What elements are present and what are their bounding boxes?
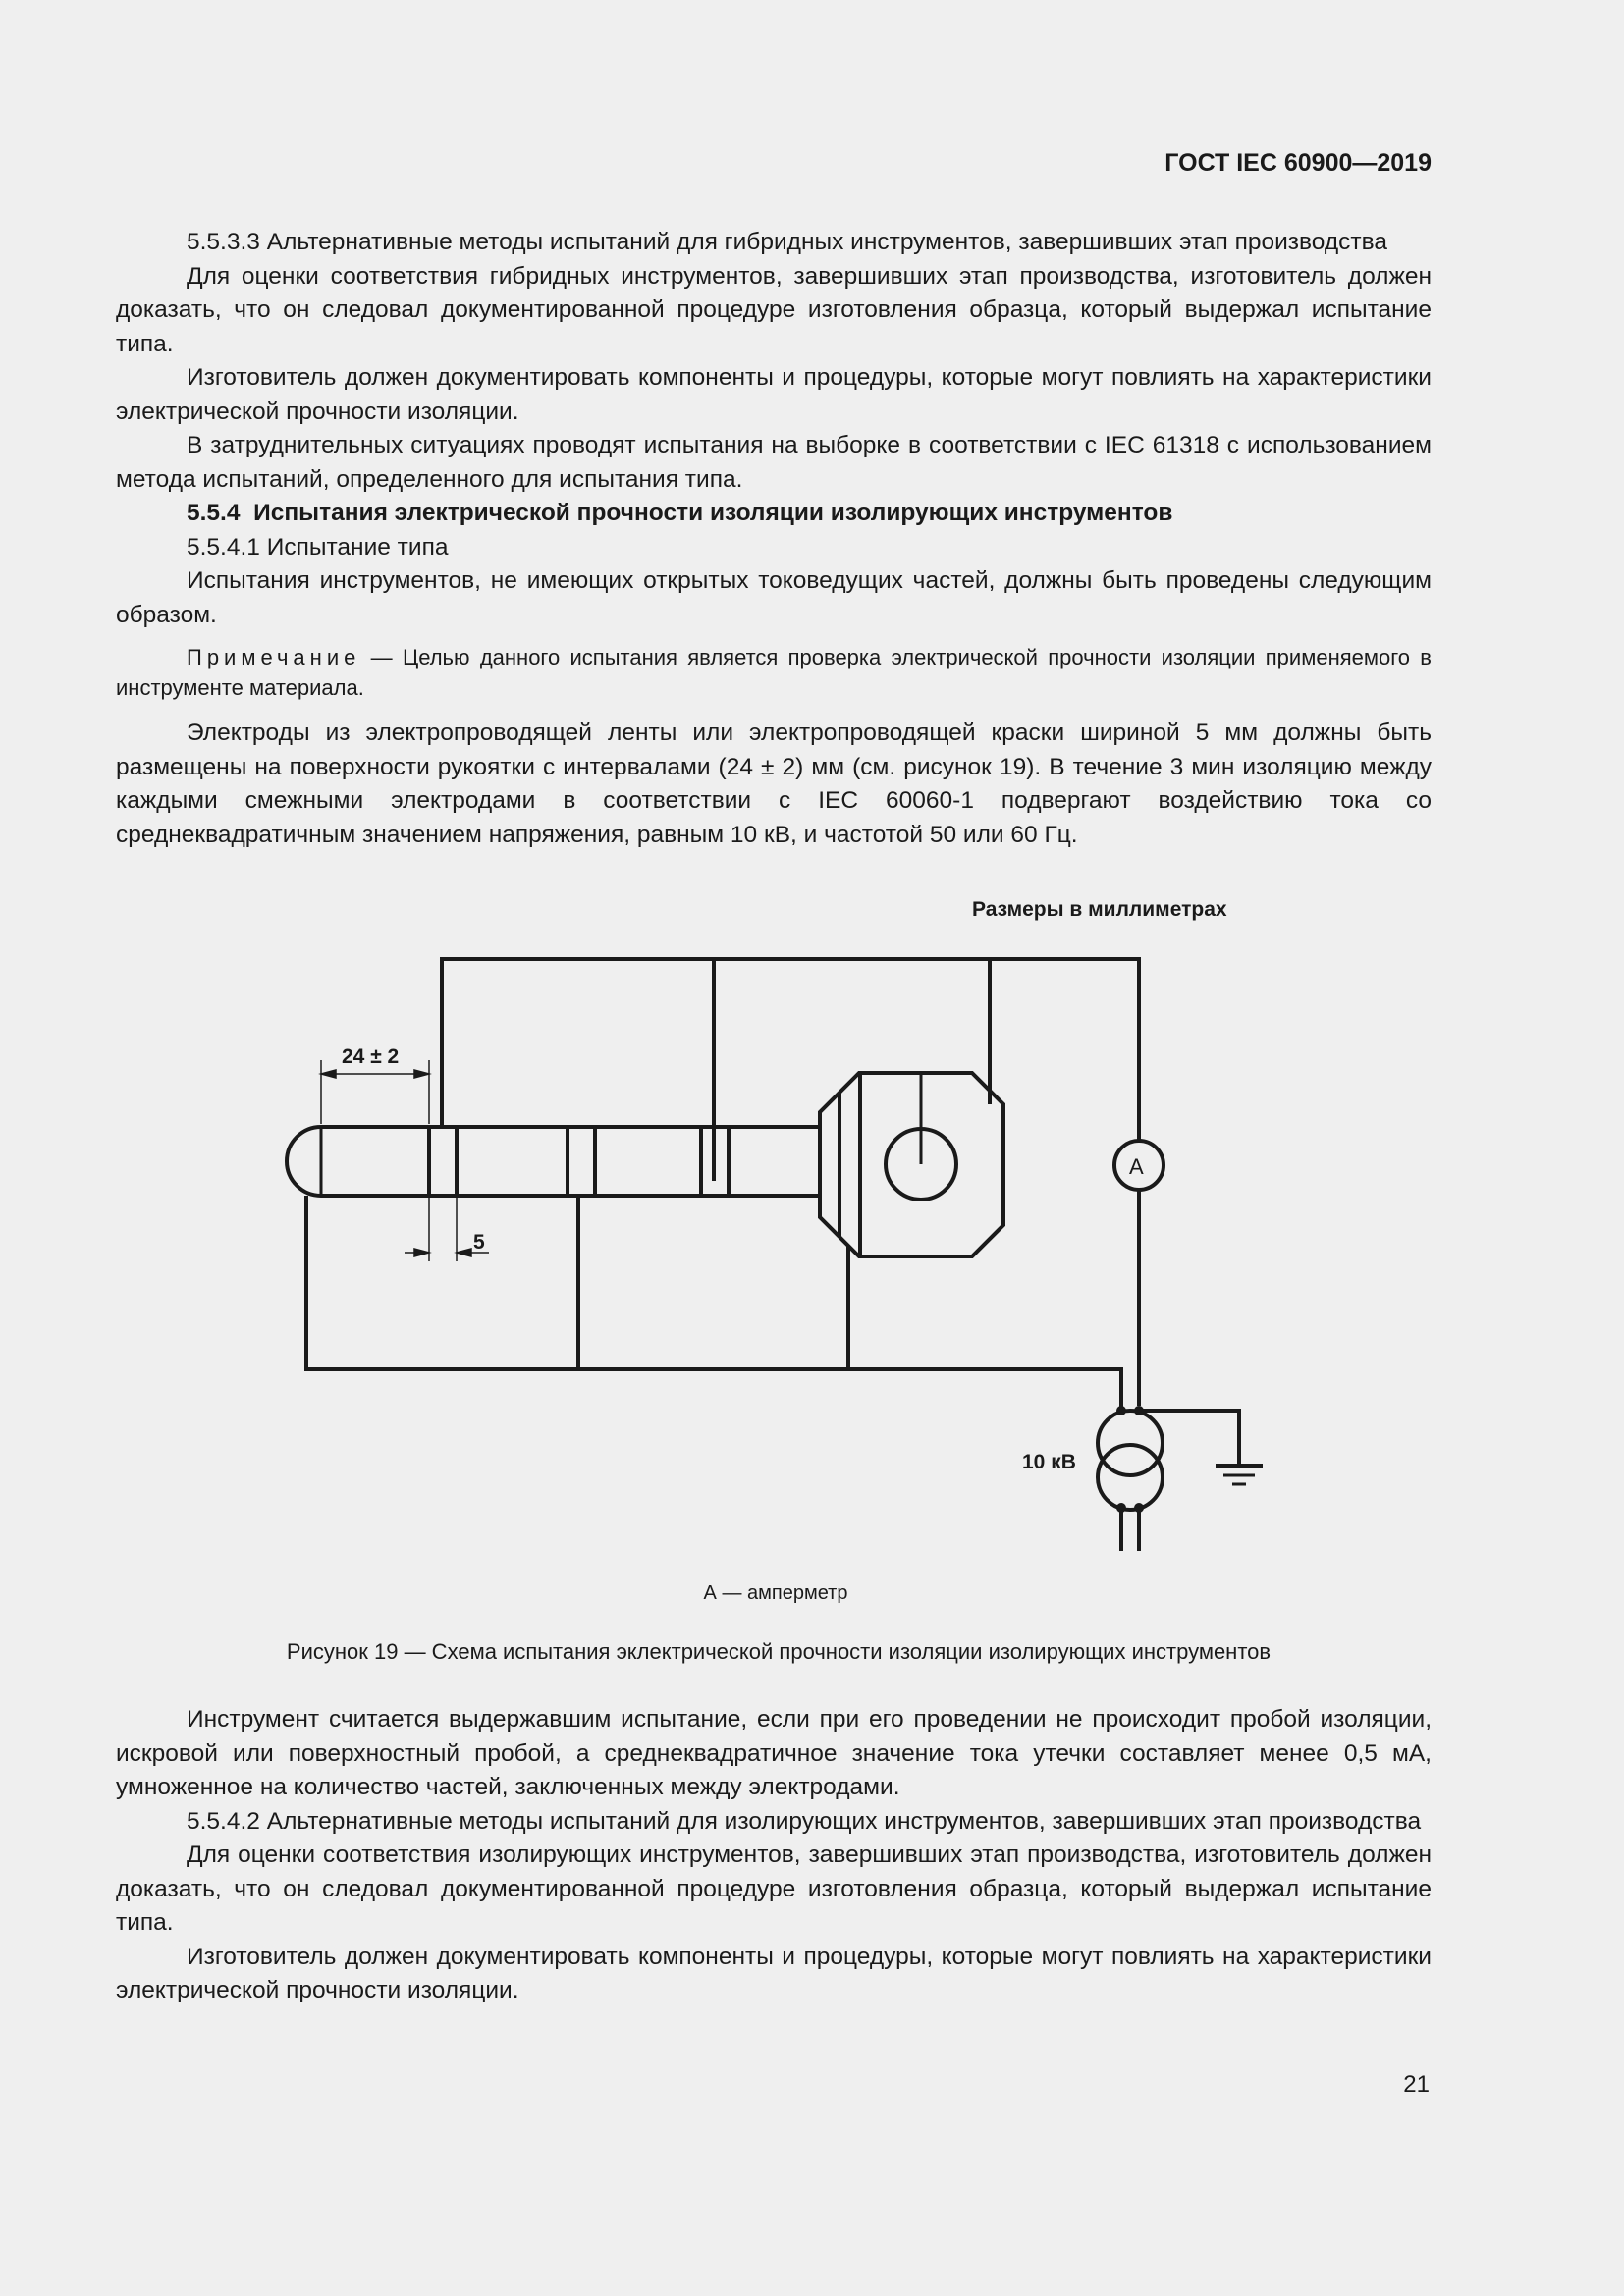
paragraph-manufacturer-document: Изготовитель должен документировать компоненты и процедуры, которые могут повлиять на характеристики электрической прочности изоляции. bbox=[116, 364, 1432, 425]
figure-caption: Рисунок 19 — Схема испытания эклектрической прочности изоляции изолирующих инструментов bbox=[286, 1639, 1272, 1664]
paragraph-manufacturer-document-2: Изготовитель должен документировать компоненты и процедуры, которые могут повлиять на характеристики электрической прочности изоляции. bbox=[116, 1943, 1432, 2003]
dimension-annotations bbox=[321, 1060, 489, 1261]
paragraph-test-passed: Инструмент считается выдержавшим испытание, если при его проведении не происходит пробой изоляции, искровой или поверхностный пробой, а среднеквадратичное значение тока утечки составляет менее 0,5 мА, умноженное на количество частей, заключенных между электродами. bbox=[116, 1706, 1432, 1800]
lower-text-block bbox=[116, 1703, 1432, 2008]
electrode-2 bbox=[568, 1127, 595, 1196]
transformer-symbol bbox=[1098, 1406, 1163, 1551]
paragraph-difficult-situations: В затруднительных ситуациях проводят испытания на выборке в соответствии с IEC 61318 с использованием метода испытаний, определенного для испытания типа. bbox=[116, 432, 1432, 493]
dimension-spacing-label: 24 ± 2 bbox=[342, 1045, 400, 1068]
ammeter-label: A bbox=[1129, 1154, 1144, 1179]
dimension-width-label: 5 bbox=[473, 1231, 485, 1254]
voltage-label: 10 кВ bbox=[1022, 1451, 1076, 1473]
paragraph-insulating-conformity: Для оценки соответствия изолирующих инструментов, завершивших этап производства, изготовитель должен доказать, что он следовал документированной процедуре изготовления образца, который выдержал испытание типа. bbox=[116, 1842, 1432, 1936]
top-wire bbox=[442, 959, 1139, 1127]
paragraph-electrodes: Электроды из электропроводящей ленты или электропроводящей краски шириной 5 мм должны быть размещены на поверхности рукоятки с интервалами (24 ± 2) мм (см. рисунок 19). В течение 3 мин изоляцию между каждыми смежными электродами в соответствии с IEC 60060-1 подвергают воздействию тока со среднеквадратичным значением напряжения, равным 10 кВ, и частотой 50 или 60 Гц. bbox=[116, 720, 1432, 848]
tool-head bbox=[820, 1073, 1003, 1256]
paragraph-type-test-intro: Испытания инструментов, не имеющих открытых токоведущих частей, должны быть проведены следующим образом. bbox=[116, 567, 1432, 628]
paragraph-5-5-3-3-title: 5.5.3.3 Альтернативные методы испытаний для гибридных инструментов, завершивших этап производства bbox=[187, 229, 1387, 255]
dimensions-note: Размеры в миллиметрах bbox=[972, 898, 1227, 921]
ground-symbol bbox=[1139, 1411, 1263, 1484]
paragraph-hybrid-conformity: Для оценки соответствия гибридных инструментов, завершивших этап производства, изготовитель должен доказать, что он следовал документированной процедуре изготовления образца, который выдержал испытание типа. bbox=[116, 262, 1432, 357]
page-number: 21 bbox=[1403, 2071, 1430, 2098]
section-number: 5.5.4 bbox=[187, 500, 241, 526]
paragraph-5-5-4-1-title: 5.5.4.1 Испытание типа bbox=[187, 533, 449, 561]
electrode-bands bbox=[429, 1127, 729, 1196]
section-title: Испытания электрической прочности изоляции изолирующих инструментов bbox=[253, 500, 1173, 526]
document-standard-header: ГОСТ IEC 60900—2019 bbox=[1164, 149, 1432, 177]
figure-legend: А — амперметр bbox=[703, 1582, 848, 1604]
electrode-1 bbox=[429, 1127, 457, 1196]
paragraph-5-5-4-2-title: 5.5.4.2 Альтернативные методы испытаний для изолирующих инструментов, завершивших этап производства bbox=[187, 1807, 1422, 1835]
tool-handle bbox=[287, 1127, 820, 1196]
connection-dots bbox=[1116, 1406, 1144, 1513]
note-text: — Целью данного испытания является проверка электрической прочности изоляции применяемого в инструменте материала. bbox=[116, 645, 1432, 700]
note-label: Примечание bbox=[187, 645, 361, 669]
